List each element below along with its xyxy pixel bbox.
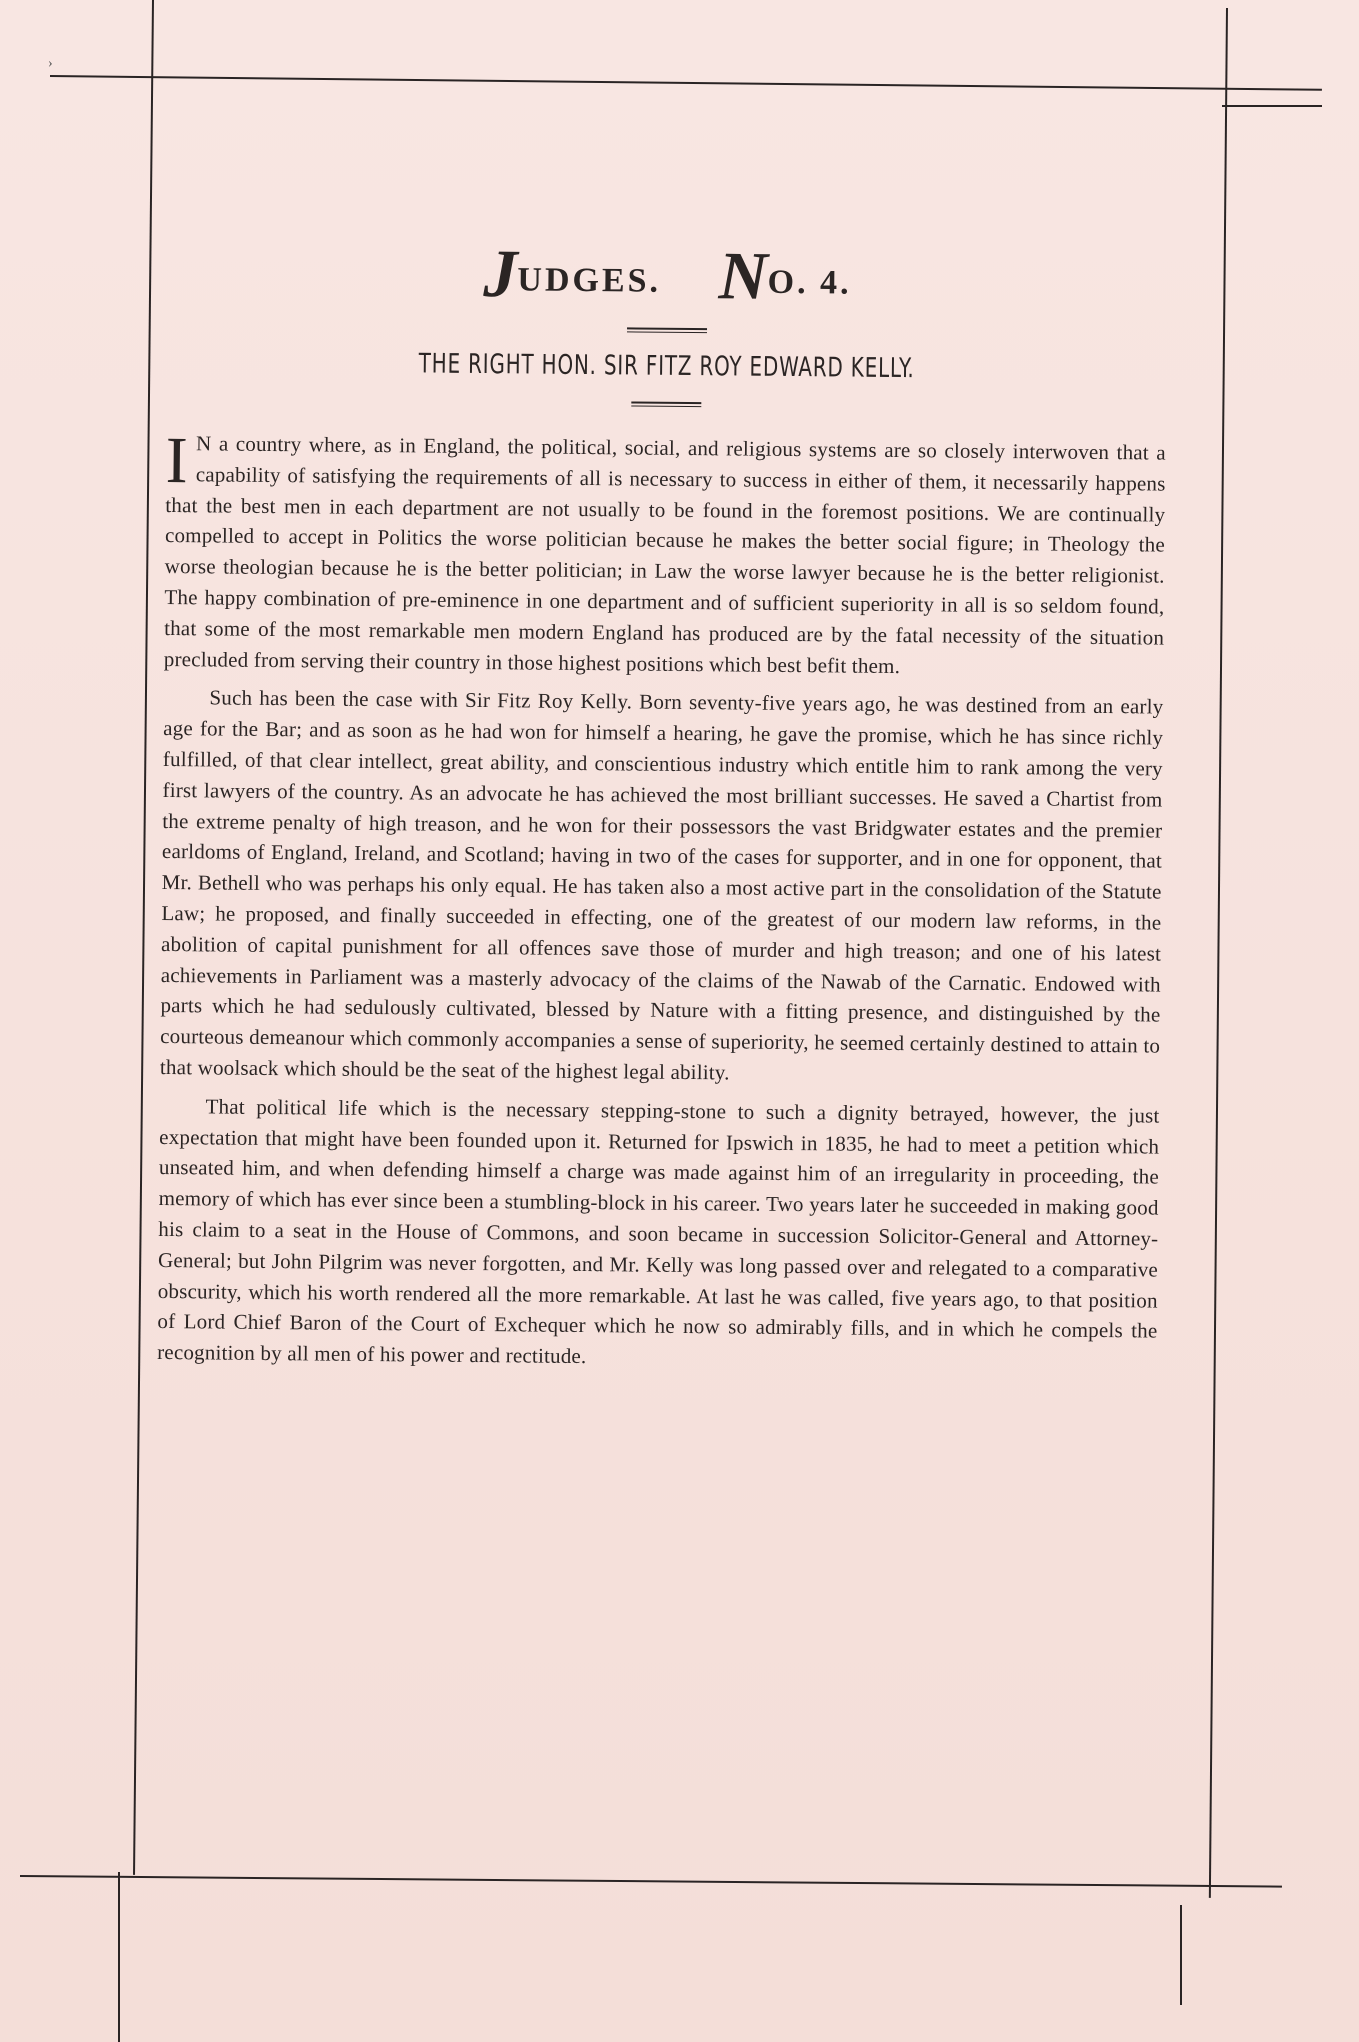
subtitle: THE RIGHT HON. SIR FITZ ROY EDWARD KELLY. xyxy=(418,348,915,385)
title-initial-n: N xyxy=(718,237,769,314)
frame-rule-left-bottom xyxy=(118,1872,120,2042)
title-word-judges: UDGES. xyxy=(517,261,662,300)
paragraph-2: Such has been the case with Sir Fitz Roy Kelly. Born seventy-five years ago, he was destined from an early age for the Bar; and as soon as he had won for himself a hearing, he gave the promise, which he has since richly fulfilled, of that clear intellect, great ability, and conscientious industry which entitle him to rank among the very first lawyers of the country. As an advocate he has achieved the most brilliant successes. He saved a Chartist from the extreme penalty of high treason, and he won for their possessors the vast Bridgwater estates and the premier earldoms of England, Ireland, and Scotland; having in two of the cases for supporter, and in one for opponent, that Mr. Bethell who was perhaps his only equal. He has taken also a most active part in the consolidation of the Statute Law; he proposed, and finally succeeded in effecting, one of the greatest of our modern law reforms, in the abolition of capital punishment for all offences save those of murder and high treason; and one of his latest achievements in Parliament was a masterly advocacy of the claims of the Nawab of the Carnatic. Endowed with parts which he had sedulously cultivated, blessed by Nature with a fitting presence, and distinguished by the courteous demeanour which commonly accompanies a sense of superiority, he seemed certainly destined to attain to that woolsack which should be the seat of the highest legal ability. xyxy=(159,685,1164,1085)
paragraph-3: That political life which is the necessary stepping-stone to such a dignity betrayed, however, the just expectation that might have been founded upon it. Returned for Ipswich in 1835, he had to meet a petition which unseated him, and when defending himself a charge was made against him of an irregularity in proceeding, the memory of which has ever since been a stumbling-block in his career. Two years later he succeeded in making good his claim to a seat in the House of Commons, and soon became in succession Solicitor-General and Attorney-General; but John Pilgrim was never forgotten, and Mr. Kelly was long passed over and relegated to a comparative obscurity, which his worth rendered all the more remarkable. At last he was called, five years ago, to that position of Lord Chief Baron of the Court of Exchequer which he now so admirably fills, and in which he compels the recognition by all men of his power and rectitude. xyxy=(157,1094,1160,1369)
frame-rule-right xyxy=(1209,8,1228,1898)
drop-cap: I xyxy=(165,423,189,498)
title-number: O. 4. xyxy=(767,263,852,302)
frame-rule-left xyxy=(133,0,154,1875)
title-divider xyxy=(627,327,707,333)
paragraph-1-text: N a country where, as in England, the political, social, and religious systems are so closely interwoven that a capability of satisfying the requirements of all is necessary to success in either of them, it necessarily happens that the best men in each department are not usually to be found in the foremost positions. We are continually compelled to accept in Politics the worse politician because he makes the better social figure; in Theology the worse theologian because he is the better politician; in Law the worse lawyer because he is the better religionist. The happy combination of pre-eminence in one department and of sufficient superiority in all is so seldom found, that some of the most remarkable men modern England has produced are by the fatal necessity of the situation precluded from serving their country in those highest positions which best befit them. xyxy=(163,431,1166,678)
title-initial-j: J xyxy=(483,235,518,312)
article xyxy=(157,225,1168,1385)
corner-mark: › xyxy=(48,56,53,71)
frame-rule-right-bottom xyxy=(1180,1905,1182,2005)
subtitle-divider xyxy=(631,401,701,407)
paragraph-1 xyxy=(163,423,1166,684)
frame-rule-top-right xyxy=(1222,105,1322,107)
page-title xyxy=(167,225,1168,325)
frame-rule-bottom xyxy=(20,1875,1282,1888)
frame-rule-top xyxy=(50,75,1322,91)
